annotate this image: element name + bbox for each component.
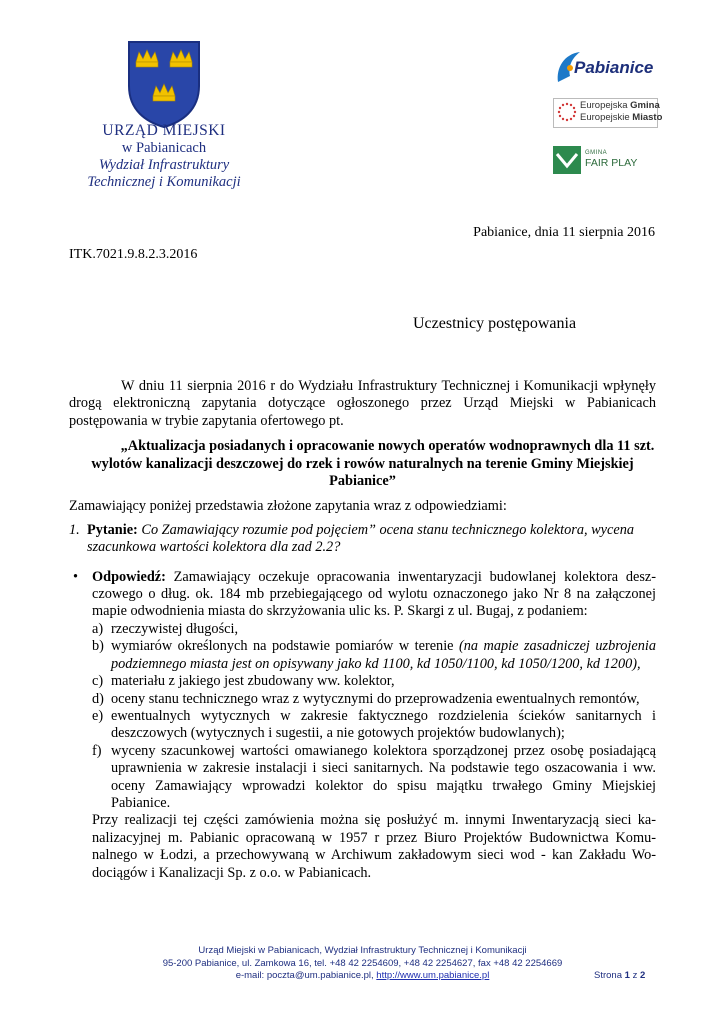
list-text: materiału z jakiego jest zbudowany ww. kolektor, <box>111 673 395 690</box>
pabianice-logo-text: Pabianice <box>574 58 654 77</box>
fair-play-logo-icon <box>553 146 581 174</box>
list-letter: a) <box>92 620 104 637</box>
list-item <box>92 621 656 638</box>
list-text: rzeczywistej długości, <box>111 620 239 637</box>
fair-play-text <box>585 150 637 169</box>
list-text-note: (na mapie zasadniczej uzbrojenia podziemnego miasta jest on opisywany jako kd 1100, kd 1050/1100, kd 1050/1200, kd 1200), <box>111 638 656 672</box>
document-date: Pabianice, dnia 11 sierpnia 2016 <box>473 225 655 240</box>
intro-paragraph: W dniu 11 sierpnia 2016 r do Wydziału Infrastruktury Technicznej i Komunikacji wpłynęły drogą elektroniczną zapytania dotyczące ogłoszonego przez Urząd Miejski w Pabianicach postępowania w trybie zapytania ofertowego pt. <box>69 378 656 429</box>
document-body <box>69 378 656 882</box>
list-letter: e) <box>92 707 104 724</box>
list-text: ewentualnych wytycznych w zakresie faktycznego rozdzielenia ścieków sanitarnych i deszczowych (wytycznych i sugestii, a nie gotowych projektów budowlanych); <box>111 707 656 742</box>
question-label: Pytanie: <box>87 521 138 538</box>
page-word: Strona <box>594 970 625 981</box>
footer-email: e-mail: poczta@um.pabianice.pl, <box>235 970 377 981</box>
answer-content <box>92 569 656 882</box>
footer-line-2: 95-200 Pabianice, ul. Zamkowa 16, tel. +48 42 2254609, +48 42 2254627, fax +48 42 2254669 <box>162 957 563 969</box>
list-text: oceny stanu technicznego wraz z wytycznymi do przeprowadzenia ewentualnych remontów, <box>111 690 640 707</box>
office-name <box>60 122 268 191</box>
question-content <box>87 522 656 557</box>
page-current: 1 <box>624 970 630 981</box>
list-text <box>111 638 656 673</box>
lead-paragraph: Zamawiający poniżej przedstawia złożone zapytania wraz z odpowiedziami: <box>69 498 507 515</box>
list-item <box>92 743 656 813</box>
office-line-1: URZĄD MIEJSKI <box>102 122 226 139</box>
office-line-3: Wydział Infrastruktury <box>98 157 230 173</box>
eu-text-1b: Gmina <box>630 100 660 111</box>
fair-play-small: GMINA <box>585 150 608 156</box>
question-text: Co Zamawiający rozumie pod pojęciem” ocena stanu technicznego kolektora, wycena szacunkowa wartości kolektora dla zad 2.2? <box>87 521 635 556</box>
eu-stars-icon <box>556 101 578 123</box>
closing-paragraph: Przy realizacji tej części zamówienia można się posłużyć m. innymi Inwentaryzacją sieci kanalizacyjnej m. Pabianic opracowaną w 1957 r przez Biuro Projektów Budownictwa Komunalnego w Łodzi, a przechowywaną w Archiwum zakładowym sieci wod - kan Zakładu Wodociągów i Kanalizacji Sp. z o.o. w Pabianicach. <box>92 812 656 881</box>
footer-line-1: Urząd Miejski w Pabianicach, Wydział Infrastruktury Technicznej i Komunikacji <box>198 945 527 956</box>
answer-text: Zamawiający oczekuje opracowania inwentaryzacji budowlanej kolektora deszczowego o dług. ok. 184 mb przebiegającego od wylotu oznaczonego jako Nr 8 na załączonej mapie odwodnienia miasta do skrzyżowania ulic ks. P. Skargi z ul. Bugaj, z podaniem: <box>92 568 657 620</box>
office-line-2: w Pabianicach <box>121 140 207 156</box>
european-municipality-text <box>580 100 662 124</box>
answer-items <box>92 621 656 812</box>
list-letter: c) <box>92 673 104 690</box>
list-letter: d) <box>92 690 104 707</box>
question-1 <box>69 522 656 557</box>
list-text: wyceny szacunkowej wartości omawianego kolektora sporządzonej przez osobę posiadającą uprawnienia w zakresie instalacji i sieci sanitarnych. Na podstawie tego oszacowania i ww. oceny Zamawiający wprowadzi kolektor do spisu majątku trwałego Gminy Miejskiej Pabianice. <box>111 742 656 811</box>
eu-text-2b: Miasto <box>632 112 663 123</box>
page-total: 2 <box>639 970 646 981</box>
page-sep: z <box>629 970 640 981</box>
page-number <box>594 970 645 981</box>
website-link[interactable]: http://www.um.pabianice.pl <box>376 970 490 981</box>
procurement-title: „Aktualizacja posiadanych i opracowanie nowych operatów wodnoprawnych dla 11 szt. wylotów kanalizacji deszczowej do rzek i rowów naturalnych na terenie Gminy Miejskiej Pabianice” <box>91 438 655 490</box>
answer-label: Odpowiedź: <box>92 568 166 585</box>
eu-text-2a: Europejskie <box>580 112 633 123</box>
answer-1 <box>69 569 656 882</box>
fair-play-big: FAIR PLAY <box>585 157 638 169</box>
reference-number: ITK.7021.9.8.2.3.2016 <box>69 247 198 262</box>
coat-of-arms-icon <box>126 40 202 128</box>
question-number: 1. <box>69 521 80 538</box>
list-text-main: wymiarów określonych na podstawie pomiarów w terenie <box>111 638 460 655</box>
list-item <box>92 638 656 673</box>
bullet-icon: • <box>73 568 79 585</box>
eu-text-1a: Europejska <box>580 100 631 111</box>
list-letter: f) <box>92 742 102 759</box>
list-letter: b) <box>92 638 104 655</box>
recipient: Uczestnicy postępowania <box>413 315 577 332</box>
list-item <box>92 691 656 708</box>
office-line-4: Technicznej i Komunikacji <box>87 174 241 190</box>
list-item <box>92 708 656 743</box>
list-item <box>92 673 656 690</box>
